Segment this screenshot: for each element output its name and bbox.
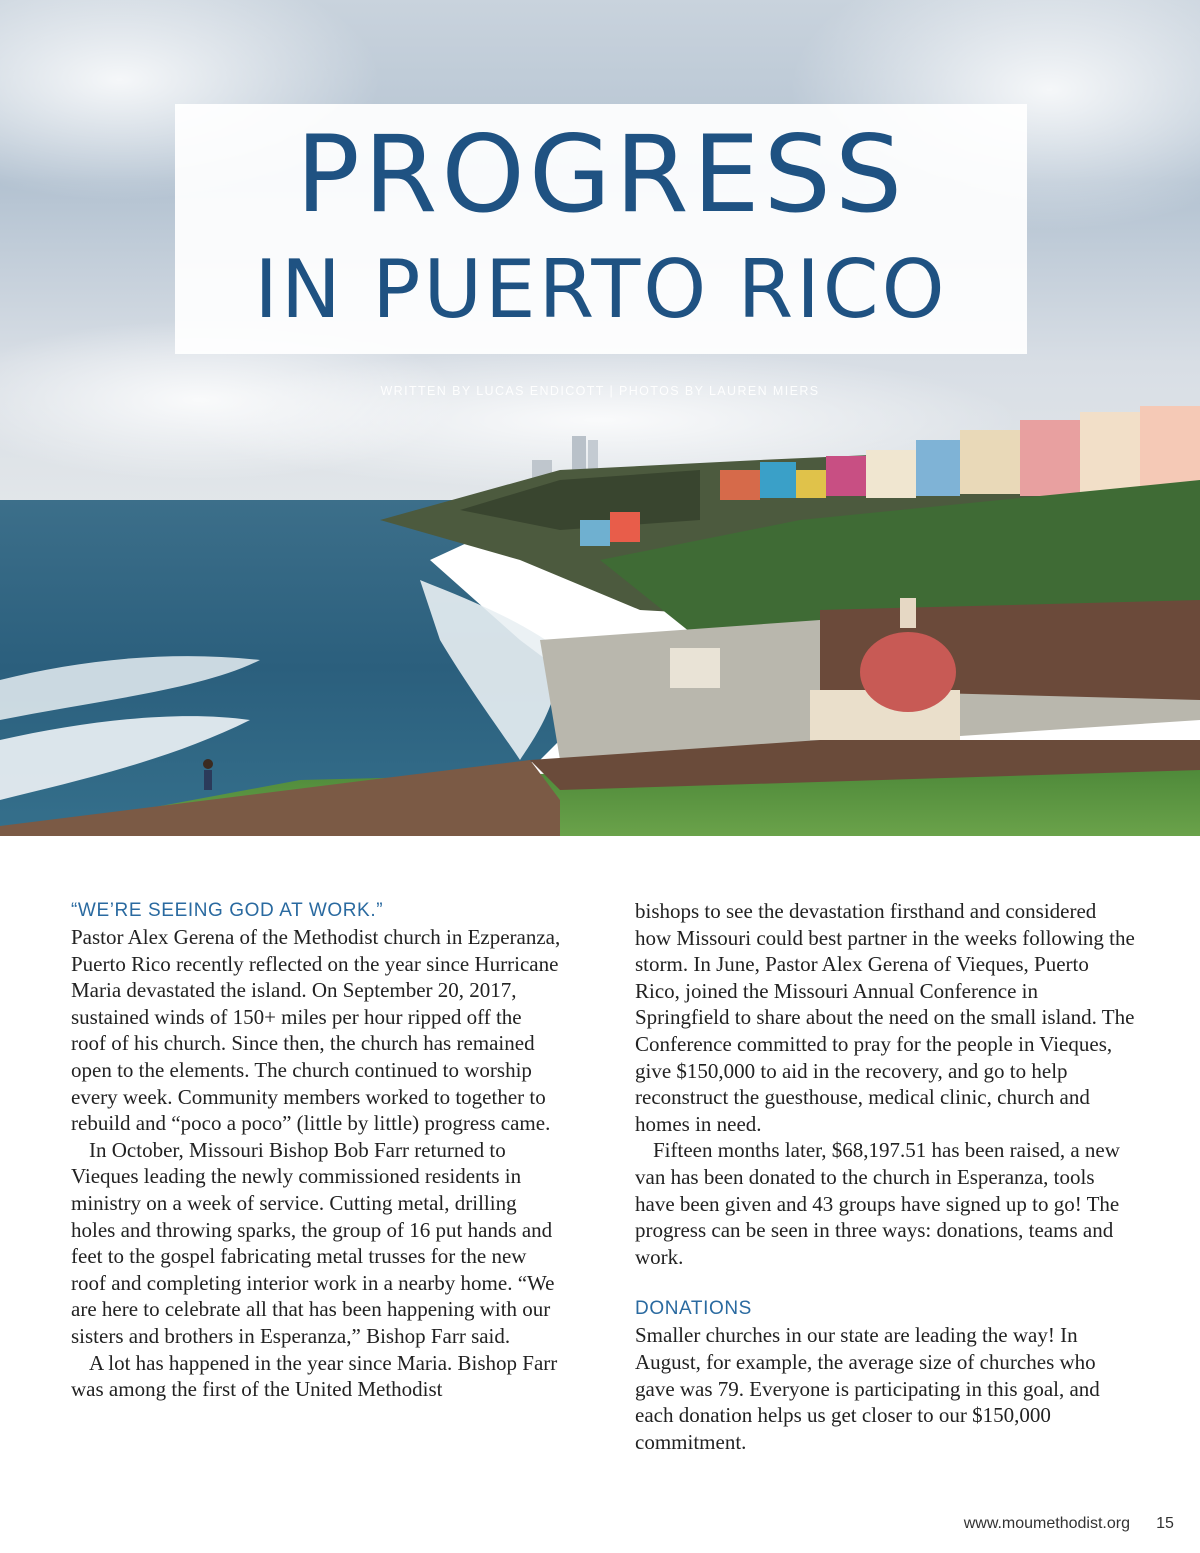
article-paragraph: Fifteen months later, $68,197.51 has been raised, a new van has been donated to the church in Esperanza, tools have been given and 43 groups have signed up to go! The progress can be seen in three ways: donations, teams and work. <box>635 1138 1120 1269</box>
article-paragraph: A lot has happened in the year since Maria. Bishop Farr was among the first of the United Methodist <box>71 1350 558 1402</box>
byline: WRITTEN BY LUCAS ENDICOTT | PHOTOS BY LAUREN MIERS <box>380 384 820 398</box>
page-title: PROGRESS <box>295 113 907 236</box>
article-column-right <box>635 898 1135 1455</box>
article-paragraph: Pastor Alex Gerena of the Methodist church in Ezperanza, Puerto Rico recently reflected on the year since Hurricane Maria devastated the island. On September 20, 2017, sustained winds of 150+ miles per hour ripped off the roof of his church. Since then, the church has remained open to the elements. The church continued to worship every week. Community members worked to together to rebuild and “poco a poco” (little by little) progress came. <box>71 925 561 1136</box>
article-column-left <box>71 898 561 1403</box>
footer-website-link[interactable]: www.moumethodist.org <box>963 1515 1130 1532</box>
section-spacer <box>635 1270 1135 1296</box>
page-number: 15 <box>1156 1515 1174 1532</box>
article-paragraph: Smaller churches in our state are leading the way! In August, for example, the average size of churches who gave was 79. Everyone is participating in this goal, and each donation helps us get closer to our $150,000 commitment. <box>635 1323 1100 1454</box>
article-paragraph: In October, Missouri Bishop Bob Farr returned to Vieques leading the newly commissioned residents in ministry on a week of service. Cutting metal, drilling holes and throwing sparks, the group of 16 put hands and feet to the gospel fabricating metal trusses for the new roof and completing interior work in a nearby home. “We are here to celebrate all that has been happening with our sisters and brothers in Esperanza,” Bishop Farr said. <box>71 1137 555 1348</box>
donations-heading: DONATIONS <box>635 1298 752 1320</box>
title-box <box>175 104 1027 354</box>
pull-heading: “WE’RE SEEING GOD AT WORK.” <box>71 900 384 921</box>
page-subtitle: IN PUERTO RICO <box>254 243 948 336</box>
article-paragraph: bishops to see the devastation firsthand and considered how Missouri could best partner in the weeks following the storm. In June, Pastor Alex Gerena of Vieques, Puerto Rico, joined the Missouri Annual Conference in Springfield to share about the need on the small island. The Conference committed to pray for the people in Vieques, give $150,000 to aid in the recovery, and go to help reconstruct the guesthouse, medical clinic, church and homes in need. <box>635 899 1135 1136</box>
